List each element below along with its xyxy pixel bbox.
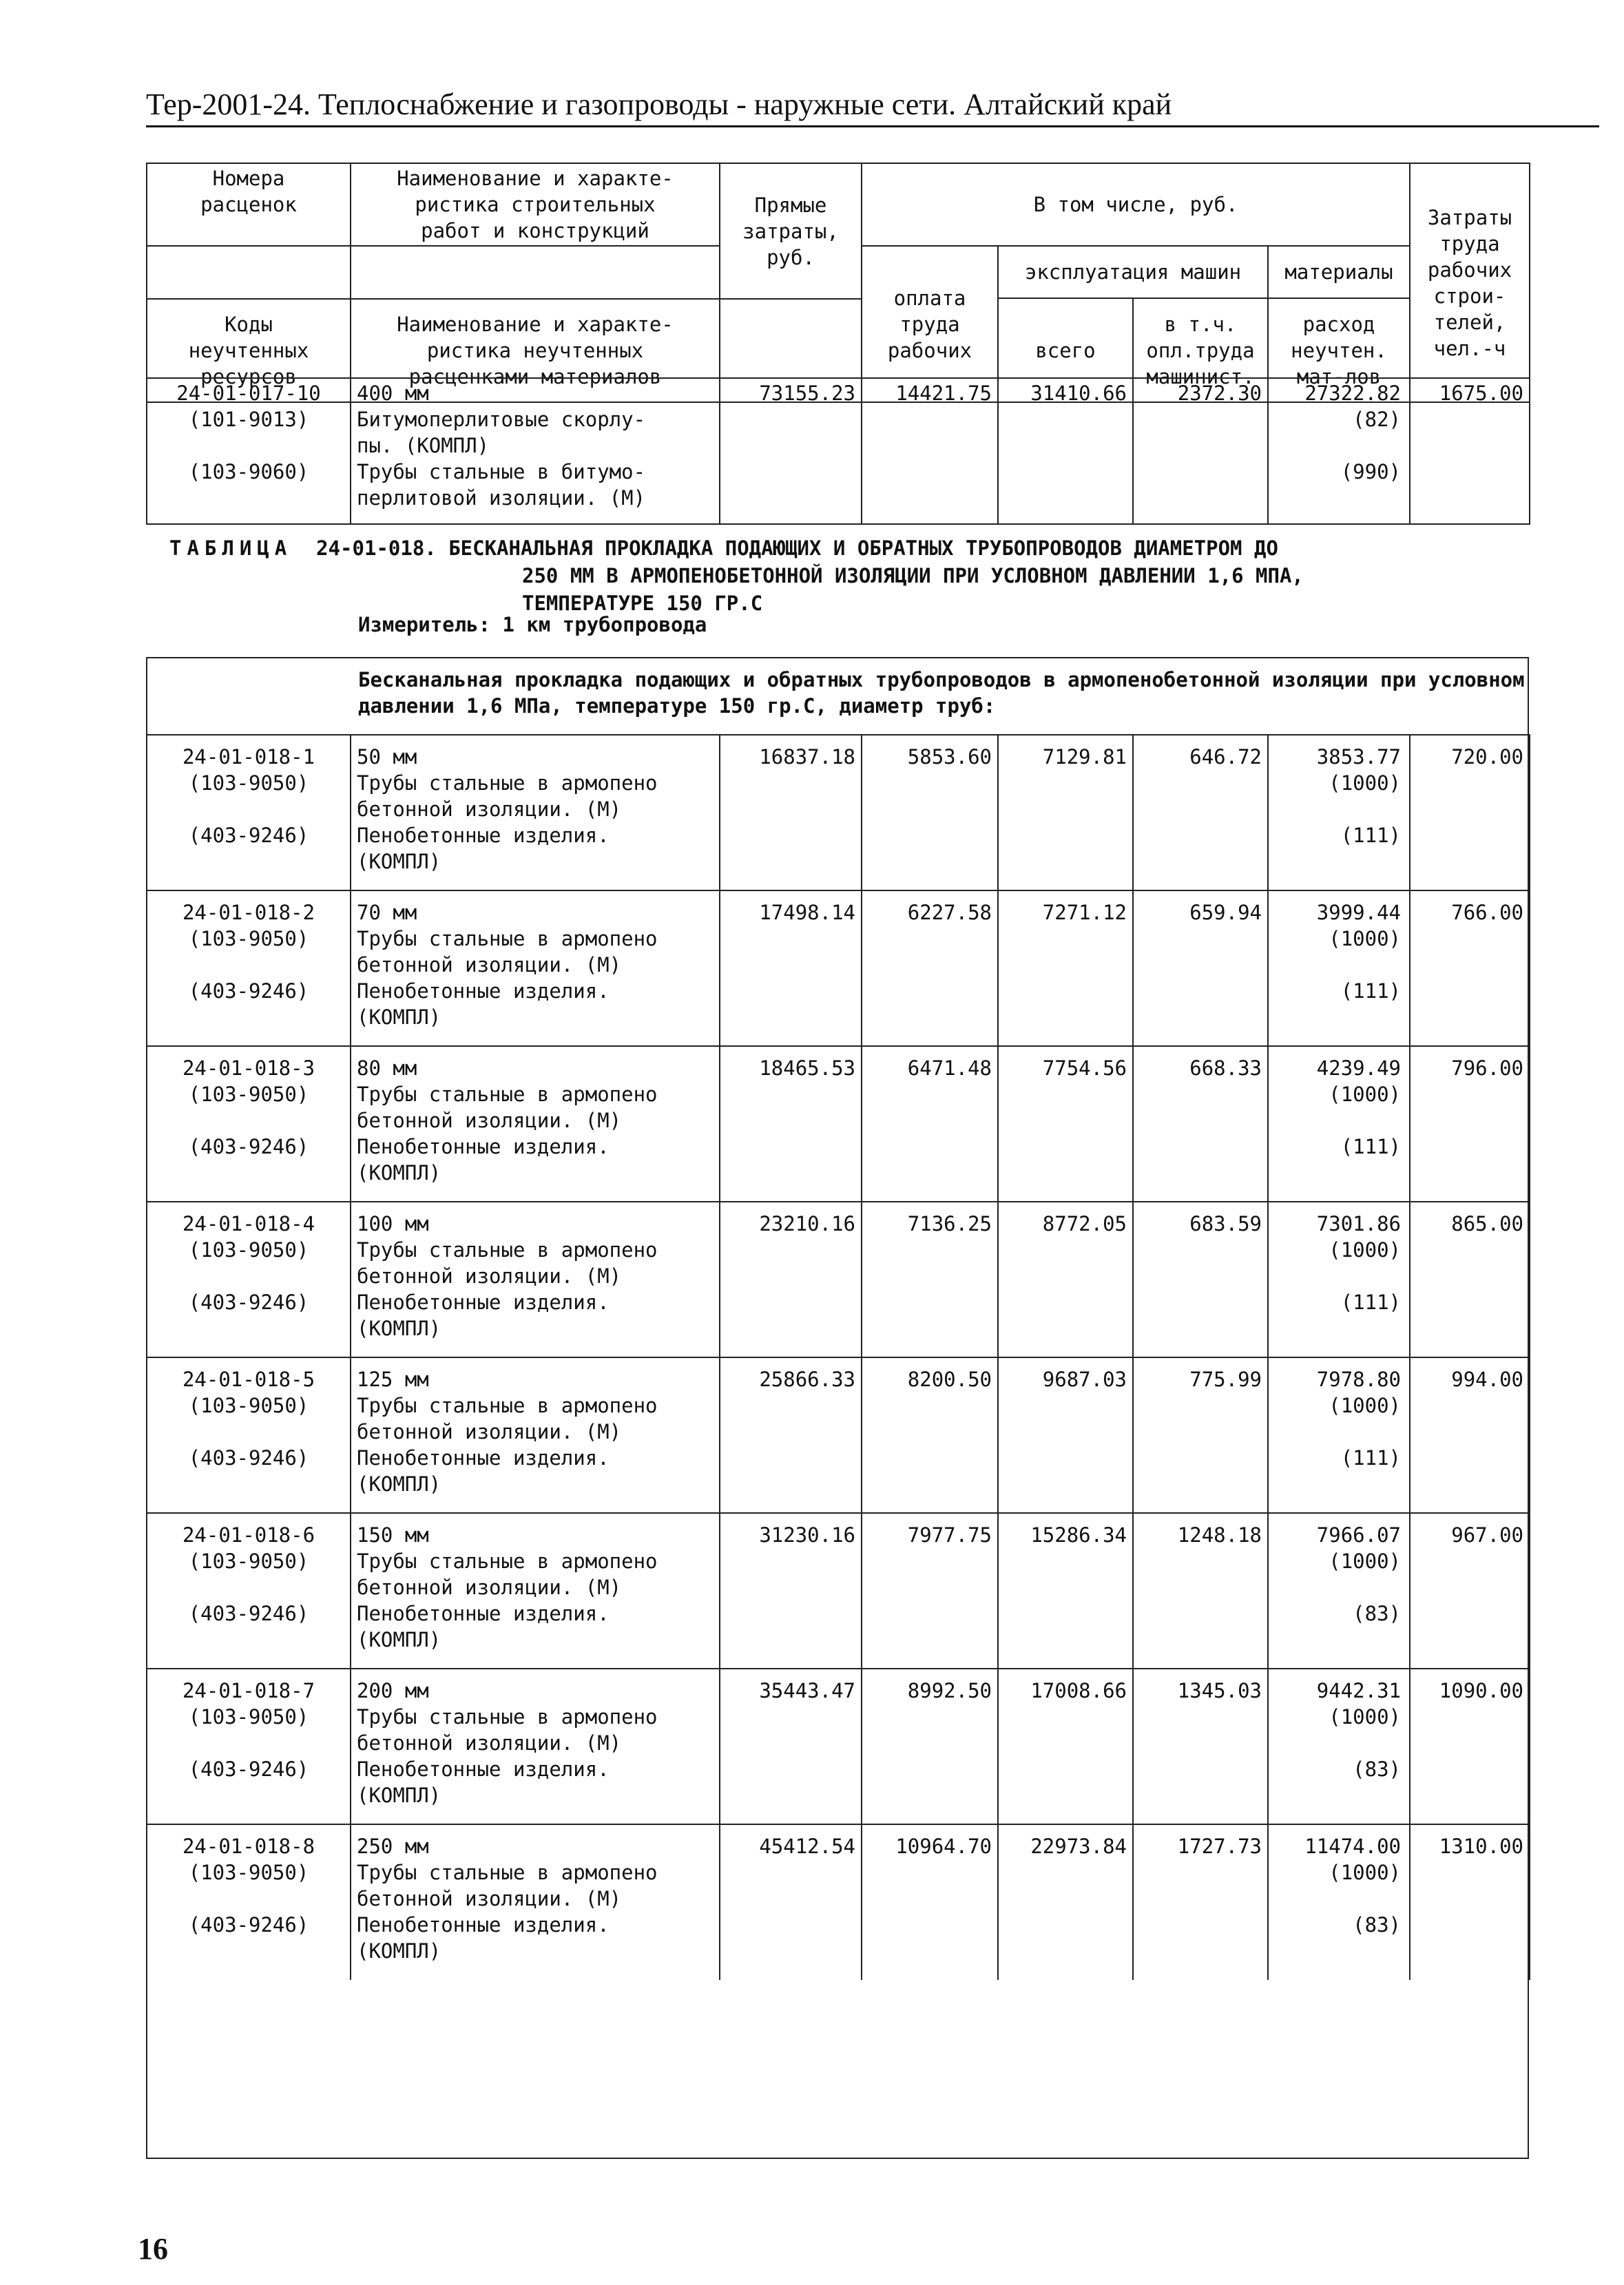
header-labor-hours: Затраты труда рабочих строи- телей, чел.-ч <box>1410 163 1530 402</box>
table-row <box>147 1202 1530 1357</box>
work-name: 50 мм Трубы стальные в армопено бетонной изоляции. (М) Пенобетонные изделия. (КОМПЛ) <box>351 735 720 890</box>
table-row <box>147 735 1530 890</box>
work-name: 200 мм Трубы стальные в армопено бетонной изоляции. (М) Пенобетонные изделия. (КОМПЛ) <box>351 1669 720 1824</box>
direct-costs: 18465.53 <box>720 1046 862 1202</box>
labor-hours: 994.00 <box>1410 1357 1530 1513</box>
direct-costs: 17498.14 <box>720 890 862 1046</box>
machines-total: 8772.05 <box>998 1202 1133 1357</box>
machines-operator: 646.72 <box>1133 735 1268 890</box>
machines-operator: 683.59 <box>1133 1202 1268 1357</box>
labor-hours: 1310.00 <box>1410 1824 1530 1980</box>
direct-costs: 16837.18 <box>720 735 862 890</box>
labor-pay: 5853.60 <box>862 735 998 890</box>
direct-costs: 73155.23 <box>720 378 862 524</box>
materials: 3853.77 (1000) (111) <box>1268 735 1410 890</box>
machines-total: 17008.66 <box>998 1669 1133 1824</box>
materials: 27322.82 (82) (990) <box>1268 378 1410 524</box>
header-machines: эксплуатация машин <box>998 246 1268 298</box>
header-including: В том числе, руб. <box>862 163 1410 246</box>
rate-code: 24-01-018-2 (103-9050) (403-9246) <box>147 890 351 1046</box>
table-title-line3: ТЕМПЕРАТУРЕ 150 ГР.С <box>522 592 763 615</box>
work-name: 150 мм Трубы стальные в армопено бетонной изоляции. (М) Пенобетонные изделия. (КОМПЛ) <box>351 1513 720 1669</box>
direct-costs: 25866.33 <box>720 1357 862 1513</box>
header-col2-spacer <box>351 246 720 299</box>
rate-code: 24-01-017-10 (101-9013) (103-9060) <box>147 378 351 524</box>
header-resource-codes: Коды неучтенных ресурсов <box>147 299 351 402</box>
table-row <box>147 1046 1530 1202</box>
work-name: 80 мм Трубы стальные в армопено бетонной изоляции. (М) Пенобетонные изделия. (КОМПЛ) <box>351 1046 720 1202</box>
header-rule <box>146 125 1599 127</box>
header-work-name: Наименование и характе- ристика строительных работ и конструкций <box>351 163 720 246</box>
labor-pay: 10964.70 <box>862 1824 998 1980</box>
header-materials-consumption: расход неучтен. мат-лов <box>1268 298 1410 402</box>
previous-entry-table <box>146 377 1530 525</box>
work-name: 70 мм Трубы стальные в армопено бетонной изоляции. (М) Пенобетонные изделия. (КОМПЛ) <box>351 890 720 1046</box>
machines-total: 7129.81 <box>998 735 1133 890</box>
header-rate-numbers: Номера расценок <box>147 163 351 246</box>
labor-pay: 7977.75 <box>862 1513 998 1669</box>
header-material-name: Наименование и характе- ристика неучтенных расценками материалов <box>351 299 720 402</box>
table-row <box>147 890 1530 1046</box>
table-title <box>169 534 1540 617</box>
materials: 3999.44 (1000) (111) <box>1268 890 1410 1046</box>
machines-total: 15286.34 <box>998 1513 1133 1669</box>
materials: 7966.07 (1000) (83) <box>1268 1513 1410 1669</box>
machines-operator: 2372.30 <box>1133 378 1268 524</box>
header-col1-spacer <box>147 246 351 299</box>
direct-costs: 45412.54 <box>720 1824 862 1980</box>
machines-operator: 775.99 <box>1133 1357 1268 1513</box>
work-name: 250 мм Трубы стальные в армопено бетонной изоляции. (М) Пенобетонные изделия. (КОМПЛ) <box>351 1824 720 1980</box>
labor-pay: 7136.25 <box>862 1202 998 1357</box>
header-machines-operator: в т.ч. опл.труда машинист. <box>1133 298 1268 402</box>
labor-pay: 14421.75 <box>862 378 998 524</box>
machines-operator: 1248.18 <box>1133 1513 1268 1669</box>
table-row <box>147 378 1530 524</box>
measure-unit: Измеритель: 1 км трубопровода <box>358 613 707 636</box>
labor-hours: 967.00 <box>1410 1513 1530 1669</box>
header-materials: материалы <box>1268 246 1410 298</box>
rate-code: 24-01-018-1 (103-9050) (403-9246) <box>147 735 351 890</box>
machines-operator: 659.94 <box>1133 890 1268 1046</box>
machines-total: 22973.84 <box>998 1824 1133 1980</box>
table-row <box>147 1357 1530 1513</box>
direct-costs: 23210.16 <box>720 1202 862 1357</box>
labor-pay: 6227.58 <box>862 890 998 1046</box>
work-name: 125 мм Трубы стальные в армопено бетонной изоляции. (М) Пенобетонные изделия. (КОМПЛ) <box>351 1357 720 1513</box>
table-title-line2: 250 ММ В АРМОПЕНОБЕТОННОЙ ИЗОЛЯЦИИ ПРИ УСЛОВНОМ ДАВЛЕНИИ 1,6 МПА, <box>522 564 1304 587</box>
labor-pay: 6471.48 <box>862 1046 998 1202</box>
direct-costs: 35443.47 <box>720 1669 862 1824</box>
work-name: 400 мм Битумоперлитовые скорлу- пы. (КОМПЛ) Трубы стальные в битумо- перлитовой изоляции. (М) <box>351 378 720 524</box>
direct-costs: 31230.16 <box>720 1513 862 1669</box>
header-direct-costs: Прямые затраты, руб. <box>720 163 862 299</box>
materials: 4239.49 (1000) (111) <box>1268 1046 1410 1202</box>
work-name: 100 мм Трубы стальные в армопено бетонной изоляции. (М) Пенобетонные изделия. (КОМПЛ) <box>351 1202 720 1357</box>
rate-code: 24-01-018-8 (103-9050) (403-9246) <box>147 1824 351 1980</box>
table-row <box>147 1824 1530 1980</box>
materials: 11474.00 (1000) (83) <box>1268 1824 1410 1980</box>
machines-operator: 1727.73 <box>1133 1824 1268 1980</box>
labor-hours: 1675.00 <box>1410 378 1530 524</box>
page-number: 16 <box>138 2232 168 2266</box>
section-heading: Бесканальная прокладка подающих и обратных трубопроводов в армопенобетонной изоляции при условном давлении 1,6 МПа, температуре 150 гр.С, диаметр труб: <box>358 668 1525 718</box>
labor-hours: 796.00 <box>1410 1046 1530 1202</box>
table-row <box>147 1669 1530 1824</box>
machines-total: 9687.03 <box>998 1357 1133 1513</box>
header-machines-total: всего <box>998 298 1133 402</box>
machines-total: 7754.56 <box>998 1046 1133 1202</box>
rate-code: 24-01-018-7 (103-9050) (403-9246) <box>147 1669 351 1824</box>
page-header: Тер-2001-24. Теплоснабжение и газопроводы - наружные сети. Алтайский край <box>146 87 1172 121</box>
rate-code: 24-01-018-6 (103-9050) (403-9246) <box>147 1513 351 1669</box>
column-header-table <box>146 163 1530 403</box>
materials: 7301.86 (1000) (111) <box>1268 1202 1410 1357</box>
labor-hours: 766.00 <box>1410 890 1530 1046</box>
machines-total: 7271.12 <box>998 890 1133 1046</box>
table-title-line1: 24-01-018. БЕСКАНАЛЬНАЯ ПРОКЛАДКА ПОДАЮЩИХ И ОБРАТНЫХ ТРУБОПРОВОДОВ ДИАМЕТРОМ ДО <box>316 536 1278 560</box>
table-row <box>147 1513 1530 1669</box>
rate-code: 24-01-018-3 (103-9050) (403-9246) <box>147 1046 351 1202</box>
labor-pay: 8200.50 <box>862 1357 998 1513</box>
machines-total: 31410.66 <box>998 378 1133 524</box>
rate-code: 24-01-018-5 (103-9050) (403-9246) <box>147 1357 351 1513</box>
labor-hours: 865.00 <box>1410 1202 1530 1357</box>
rate-code: 24-01-018-4 (103-9050) (403-9246) <box>147 1202 351 1357</box>
labor-hours: 720.00 <box>1410 735 1530 890</box>
table-label: ТАБЛИЦА <box>169 536 293 560</box>
header-labor-pay: оплата труда рабочих <box>862 246 998 402</box>
labor-pay: 8992.50 <box>862 1669 998 1824</box>
machines-operator: 668.33 <box>1133 1046 1268 1202</box>
materials: 9442.31 (1000) (83) <box>1268 1669 1410 1824</box>
machines-operator: 1345.03 <box>1133 1669 1268 1824</box>
labor-hours: 1090.00 <box>1410 1669 1530 1824</box>
materials: 7978.80 (1000) (111) <box>1268 1357 1410 1513</box>
rates-table <box>146 734 1530 1980</box>
